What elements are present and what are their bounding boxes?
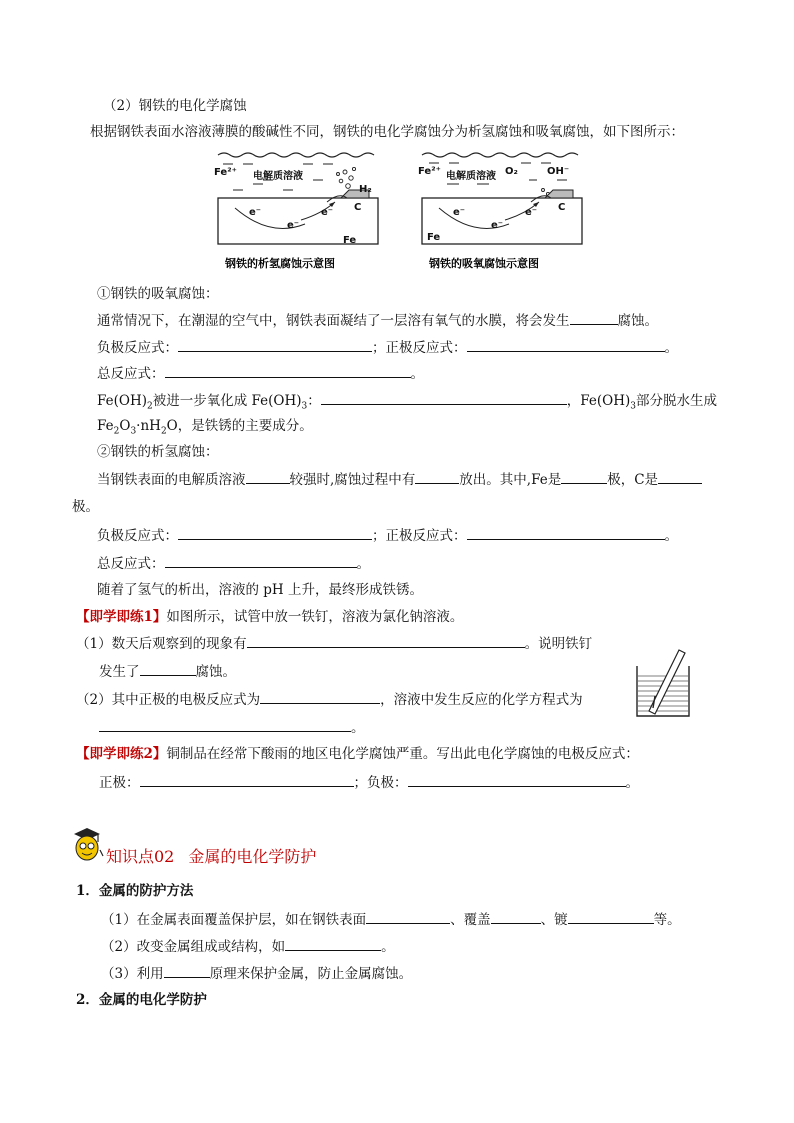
oxygen-reactions: 负极反应式： ；正极反应式： 。 <box>97 340 678 356</box>
practice2-answers: 正极： ；负极： 。 <box>99 775 639 791</box>
right-oh-label: OH⁻ <box>547 166 570 177</box>
oxygen-corrosion-figure <box>417 150 589 274</box>
blank-field[interactable] <box>140 773 354 787</box>
knowledge-point-number: 知识点02 <box>106 847 175 866</box>
right-electron-label: e⁻ <box>525 207 538 218</box>
left-electron-label: e⁻ <box>287 220 300 231</box>
blank-field[interactable] <box>164 964 210 978</box>
blank-field[interactable] <box>408 773 626 787</box>
practice1-q1-cont: 发生了 腐蚀。 <box>99 664 236 680</box>
knowledge-point-title: 金属的电化学防护 <box>188 847 317 866</box>
practice2-line: 【即学即练2】铜制品在经常下酸雨的地区电化学腐蚀严重。写出此电化学腐蚀的电极反应式： <box>76 746 639 762</box>
oxygen-total: 总反应式： 。 <box>97 366 424 382</box>
feoh-line: $Fe(OH)_2$被进一步氧化成 $Fe(OH)_3$： ，$Fe(OH)_3$部分脱水生成 <box>97 393 717 412</box>
practice2-tag: 【即学即练2】 <box>76 746 167 762</box>
right-electron-label: e⁻ <box>491 220 504 231</box>
blank-field[interactable] <box>285 937 381 951</box>
practice1-line: 【即学即练1】如图所示，试管中放一铁钉，溶液为氯化钠溶液。 <box>76 609 464 625</box>
blank-field[interactable] <box>178 526 372 540</box>
left-fe-label: Fe <box>343 235 357 246</box>
left-solution-label: 电解质溶液 <box>253 171 303 182</box>
beaker-figure <box>633 648 695 720</box>
right-electron-label: e⁻ <box>453 207 466 218</box>
blank-field[interactable] <box>140 662 196 676</box>
right-o2-label: O₂ <box>505 166 518 177</box>
rust-line: $Fe_2O_3\cdot nH_2O$，是铁锈的主要成分。 <box>97 418 313 437</box>
blank-field[interactable] <box>415 470 459 484</box>
right-c-label: C <box>558 202 566 213</box>
blank-field[interactable] <box>658 470 702 484</box>
scholar-mascot-icon <box>70 826 104 866</box>
right-solution-label: 电解质溶液 <box>446 171 496 182</box>
practice1-q1: （1）数天后观察到的现象有 。说明铁钉 <box>76 636 593 652</box>
left-h2-label: H₂ <box>359 184 372 195</box>
hydrogen-line2: 极。 <box>72 499 99 515</box>
blank-field[interactable] <box>467 526 665 540</box>
section-heading: （2）钢铁的电化学腐蚀 <box>103 98 247 114</box>
protection-item-3: （3）利用 原理来保护金属，防止金属腐蚀。 <box>101 966 413 982</box>
blank-field[interactable] <box>99 718 351 732</box>
blank-field[interactable] <box>568 910 654 924</box>
blank-field[interactable] <box>165 554 357 568</box>
left-caption: 钢铁的析氢腐蚀示意图 <box>225 257 335 270</box>
blank-field[interactable] <box>178 338 372 352</box>
blank-field[interactable] <box>561 470 607 484</box>
blank-field[interactable] <box>491 910 541 924</box>
right-caption: 钢铁的吸氧腐蚀示意图 <box>429 257 539 270</box>
blank-field[interactable] <box>467 338 665 352</box>
blank-field[interactable] <box>570 311 618 325</box>
protection-item-2: （2）改变金属组成或结构，如 。 <box>101 939 395 955</box>
blank-field[interactable] <box>260 690 380 704</box>
practice1-tag: 【即学即练1】 <box>76 609 167 625</box>
hydrogen-title: ②钢铁的析氢腐蚀： <box>97 444 219 460</box>
right-fe-label: Fe <box>427 232 441 243</box>
hydrogen-corrosion-figure <box>213 150 385 274</box>
hydrogen-line1: 当钢铁表面的电解质溶液 较强时,腐蚀过程中有 放出。其中,Fe是 极，C是 <box>97 470 702 489</box>
left-electron-label: e⁻ <box>249 207 262 218</box>
left-c-label: C <box>354 202 362 213</box>
knowledge-point-heading <box>106 848 330 866</box>
electrochemical-protection-heading: 2．金属的电化学防护 <box>76 992 207 1008</box>
left-electron-label: e⁻ <box>321 207 334 218</box>
right-fe2-label: Fe²⁺ <box>418 166 441 177</box>
hydrogen-total: 总反应式： 。 <box>97 556 370 572</box>
practice1-q2: （2）其中正极的电极反应式为 ，溶液中发生反应的化学方程式为 <box>76 692 583 708</box>
left-fe2-label: Fe²⁺ <box>214 167 237 178</box>
section-intro: 根据钢铁表面水溶液薄膜的酸碱性不同，钢铁的电化学腐蚀分为析氢腐蚀和吸氧腐蚀，如下图所示： <box>90 124 684 140</box>
blank-field[interactable] <box>321 391 567 405</box>
oxygen-title: ①钢铁的吸氧腐蚀： <box>97 286 219 302</box>
blank-field[interactable] <box>246 470 290 484</box>
blank-field[interactable] <box>366 910 450 924</box>
practice1-q2-cont: 。 <box>99 718 365 737</box>
blank-field[interactable] <box>247 634 525 648</box>
hydrogen-reactions: 负极反应式： ；正极反应式： 。 <box>97 528 678 544</box>
protection-methods-heading: 1．金属的防护方法 <box>76 883 194 899</box>
blank-field[interactable] <box>165 364 411 378</box>
ph-note: 随着了氢气的析出，溶液的 pH 上升，最终形成铁锈。 <box>97 582 423 598</box>
oxygen-line1: 通常情况下，在潮湿的空气中，钢铁表面凝结了一层溶有氧气的水膜，将会发生 腐蚀。 <box>97 313 658 329</box>
protection-item-1: （1）在金属表面覆盖保护层，如在钢铁表面 、覆盖 、镀 等。 <box>101 912 681 928</box>
